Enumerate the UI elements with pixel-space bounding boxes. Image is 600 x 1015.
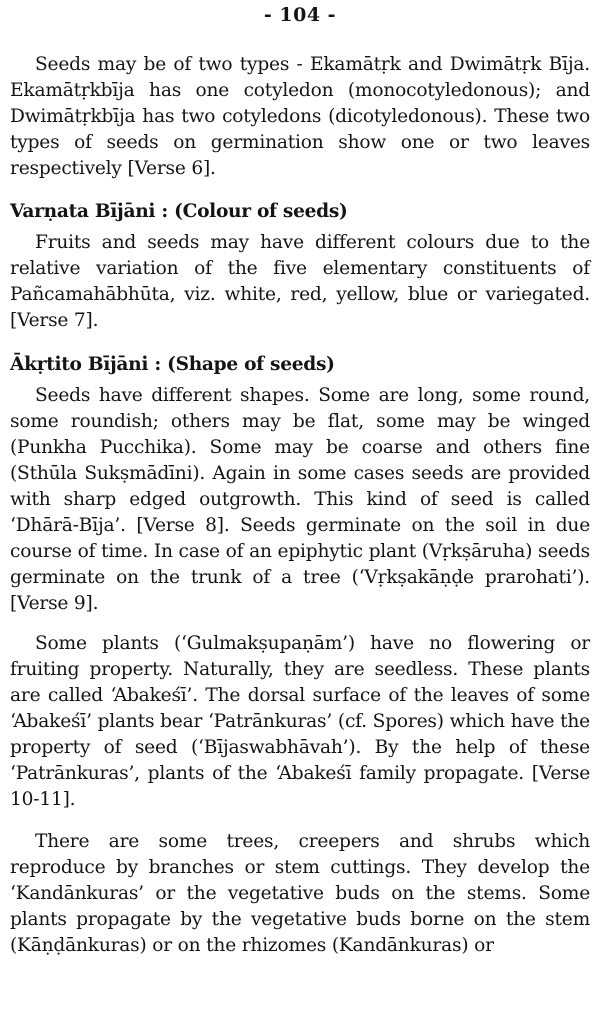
paragraph-shape-of-seeds: Seeds have different shapes. Some are long, some round, some roundish; others may be flat, some may be winged (Punkha Pucchika). Some may be coarse and others fine (Sthūla Sukṣmādīni). Again in some cases seeds are provided with sharp edged outgrowth. This kind of seed is called ‘Dhārā-Bīja’. [Verse 8]. Seeds germinate on the soil in due course of time. In case of an epiphytic plant (Vṛkṣāruha) seeds germinate on the trunk of a tree (‘Vṛkṣakāṇḍe prarohati’). [Verse 9]. [10,385,590,614]
page-number: - 104 - [263,4,337,26]
paragraph-seed-types: Seeds may be of two types - Ekamātṛk and Dwimātṛk Bīja. Ekamātṛkbīja has one cotyledon (monocotyledonous); and Dwimātṛkbīja has two cotyledons (dicotyledonous). These two types of seeds on germination show one or two leaves respectively [Verse 6]. [10,54,590,179]
paragraph-colour-of-seeds: Fruits and seeds may have different colours due to the relative variation of the five elementary constituents of Pañcamahābhūta, viz. white, red, yellow, blue or variegated. [Verse 7]. [10,232,590,331]
heading-colour-of-seeds: Varṇata Bījāni : (Colour of seeds) [10,201,348,222]
paragraph-seedless-plants: Some plants (‘Gulmakṣupaṇām’) have no flowering or fruiting property. Naturally, they are seedless. These plants are called ‘Abakeśī’. The dorsal surface of the leaves of some ‘Abakeśī’ plants bear ‘Patrānkuras’ (cf. Spores) which have the property of seed (‘Bījaswabhāvah’). By the help of these ‘Patrānkuras’, plants of the ‘Abakeśī family propagate. [Verse 10-11]. [10,633,590,810]
heading-shape-of-seeds: Ākṛtito Bījāni : (Shape of seeds) [10,354,335,375]
paragraph-vegetative-propagation: There are some trees, creepers and shrubs which reproduce by branches or stem cuttings. They develop the ‘Kandānkuras’ or the vegetative buds on the stems. Some plants propagate by the vegetative buds borne on the stem (Kāṇḍānkuras) or on the rhizomes (Kandānkuras) or [10,831,590,956]
